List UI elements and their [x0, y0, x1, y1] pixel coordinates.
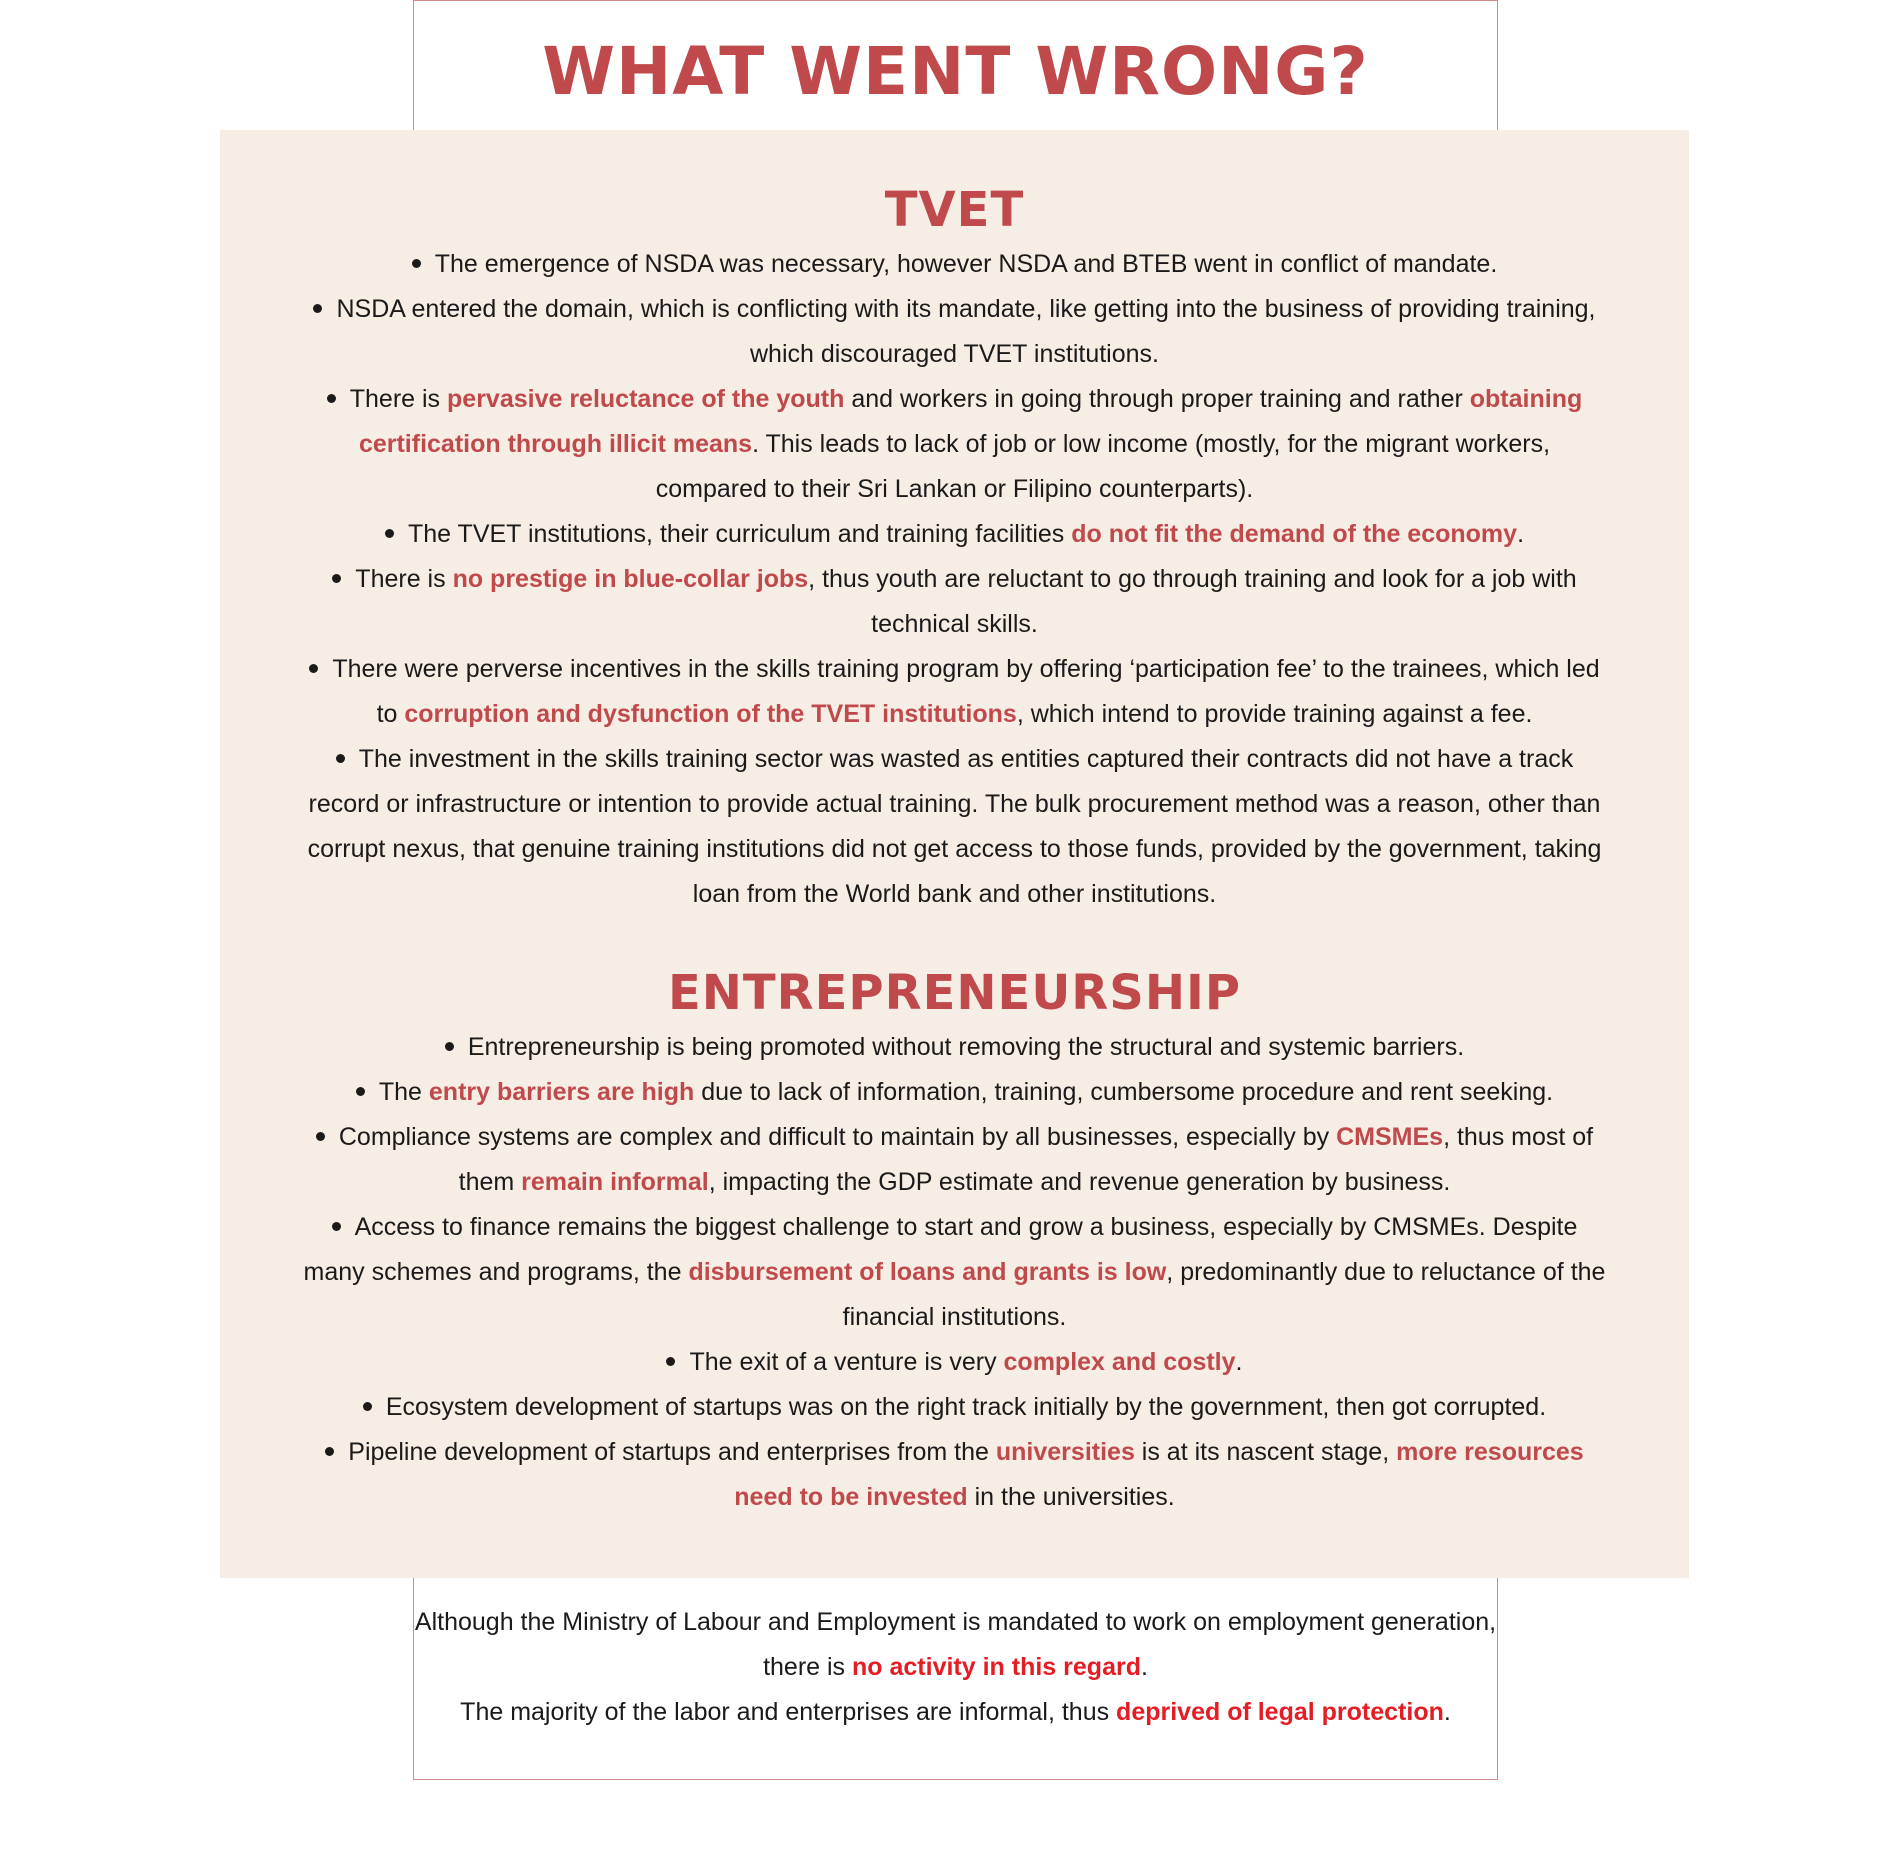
bullet-icon: [385, 529, 394, 538]
bullet-icon: [336, 754, 345, 763]
list-item: [300, 377, 1609, 512]
highlight-text: disbursement of loans and grants is low: [688, 1258, 1167, 1286]
item-text: NSDA entered the domain, which is conflicting with its mandate, like getting into the business of providing training, which discouraged TVET institutions.: [336, 295, 1596, 368]
bullet-icon: [666, 1357, 675, 1366]
item-text: Compliance systems are complex and difficult to maintain by all businesses, especially by: [338, 1123, 1337, 1151]
footer-line-2-end: .: [1443, 1698, 1451, 1726]
page-title: WHAT WENT WRONG?: [542, 33, 1369, 110]
item-text: There is: [355, 565, 453, 593]
footer-line-2: [413, 1690, 1498, 1735]
list-item: [300, 1025, 1609, 1070]
bullet-icon: [325, 1447, 334, 1456]
bullet-icon: [356, 1087, 365, 1096]
bullet-icon: [412, 259, 421, 268]
bullet-icon: [327, 394, 336, 403]
footer-line-1-text: Although the Ministry of Labour and Employment is mandated to work on employment generation, there is: [414, 1608, 1497, 1681]
content-panel: [220, 130, 1689, 1578]
item-text: Ecosystem development of startups was on the right track initially by the government, then got corrupted.: [385, 1393, 1547, 1421]
list-item: [300, 287, 1609, 377]
bullet-icon: [309, 664, 318, 673]
bullet-icon: [316, 1132, 325, 1141]
highlight-text: universities: [995, 1438, 1135, 1466]
list-item: [300, 1340, 1609, 1385]
item-text: There is: [349, 385, 448, 413]
footer-highlight-1: no activity in this regard: [852, 1653, 1141, 1681]
footer-line-2-text: The majority of the labor and enterprises are informal, thus: [460, 1698, 1117, 1726]
highlight-text: do not fit the demand of the economy: [1071, 520, 1518, 548]
list-item: [300, 512, 1609, 557]
item-text: Access to finance remains the biggest challenge to start and grow a business, especially by CMSMEs. Despite many schemes and programs, the: [303, 1213, 1578, 1286]
list-item: [300, 1070, 1609, 1115]
item-text: The investment in the skills training sector was wasted as entities captured their contracts did not have a track record or infrastructure or intention to provide actual training. The bulk procurement method was a reason, other than corrupt nexus, that genuine training institutions did not get access to those funds, provided by the government, taking loan from the World bank and other institutions.: [307, 745, 1602, 908]
bullet-icon: [363, 1402, 372, 1411]
list-item: [300, 557, 1609, 647]
item-text: , which intend to provide training against a fee.: [1016, 700, 1533, 728]
item-text: in the universities.: [967, 1483, 1175, 1511]
item-text: Entrepreneurship is being promoted without removing the structural and systemic barriers.: [467, 1033, 1465, 1061]
list-item: [300, 242, 1609, 287]
highlight-text: CMSMEs: [1336, 1123, 1444, 1151]
tvet-heading: TVET: [884, 182, 1025, 238]
item-text: The emergence of NSDA was necessary, however NSDA and BTEB went in conflict of mandate.: [434, 250, 1498, 278]
footer-line-1-end: .: [1140, 1653, 1148, 1681]
item-text: The: [378, 1078, 429, 1106]
footer-note: [413, 1600, 1498, 1735]
item-text: , impacting the GDP estimate and revenue generation by business.: [708, 1168, 1451, 1196]
highlight-text: complex and costly: [1003, 1348, 1236, 1376]
list-item: [300, 1205, 1609, 1340]
item-text: due to lack of information, training, cumbersome procedure and rent seeking.: [694, 1078, 1554, 1106]
item-text: .: [1235, 1348, 1243, 1376]
bullet-icon: [332, 1222, 341, 1231]
item-text: There were perverse incentives in the skills training program by offering ‘participation fee’ to the trainees, which led to: [332, 655, 1600, 728]
highlight-text: corruption and dysfunction of the TVET institutions: [404, 700, 1017, 728]
highlight-text: remain informal: [521, 1168, 709, 1196]
highlight-text: more resources need to be invested: [734, 1438, 1584, 1511]
item-text: , thus most of them: [458, 1123, 1594, 1196]
bullet-icon: [332, 574, 341, 583]
item-text: and workers in going through proper training and rather: [844, 385, 1470, 413]
item-text: is at its nascent stage,: [1134, 1438, 1397, 1466]
list-item: [300, 1430, 1609, 1520]
item-text: The TVET institutions, their curriculum and training facilities: [407, 520, 1072, 548]
highlight-text: pervasive reluctance of the youth: [447, 385, 845, 413]
footer-line-1: [413, 1600, 1498, 1690]
list-item: [300, 1115, 1609, 1205]
list-item: [300, 737, 1609, 917]
item-text: . This leads to lack of job or low income (mostly, for the migrant workers, compared to their Sri Lankan or Filipino counterparts).: [655, 430, 1551, 503]
item-text: , predominantly due to reluctance of the financial institutions.: [842, 1258, 1606, 1331]
list-item: [300, 1385, 1609, 1430]
list-item: [300, 647, 1609, 737]
tvet-list: [300, 242, 1609, 917]
entrepreneurship-list: [300, 1025, 1609, 1520]
item-text: The exit of a venture is very: [689, 1348, 1004, 1376]
entrepreneurship-heading: ENTREPRENEURSHIP: [667, 965, 1242, 1021]
footer-highlight-2: deprived of legal protection: [1116, 1698, 1444, 1726]
bullet-icon: [313, 304, 322, 313]
highlight-text: obtaining certification through illicit means: [358, 385, 1583, 458]
highlight-text: entry barriers are high: [428, 1078, 695, 1106]
item-text: , thus youth are reluctant to go through training and look for a job with technical skills.: [808, 565, 1577, 638]
item-text: Pipeline development of startups and enterprises from the: [348, 1438, 996, 1466]
bullet-icon: [445, 1042, 454, 1051]
highlight-text: no prestige in blue-collar jobs: [452, 565, 809, 593]
item-text: .: [1517, 520, 1525, 548]
